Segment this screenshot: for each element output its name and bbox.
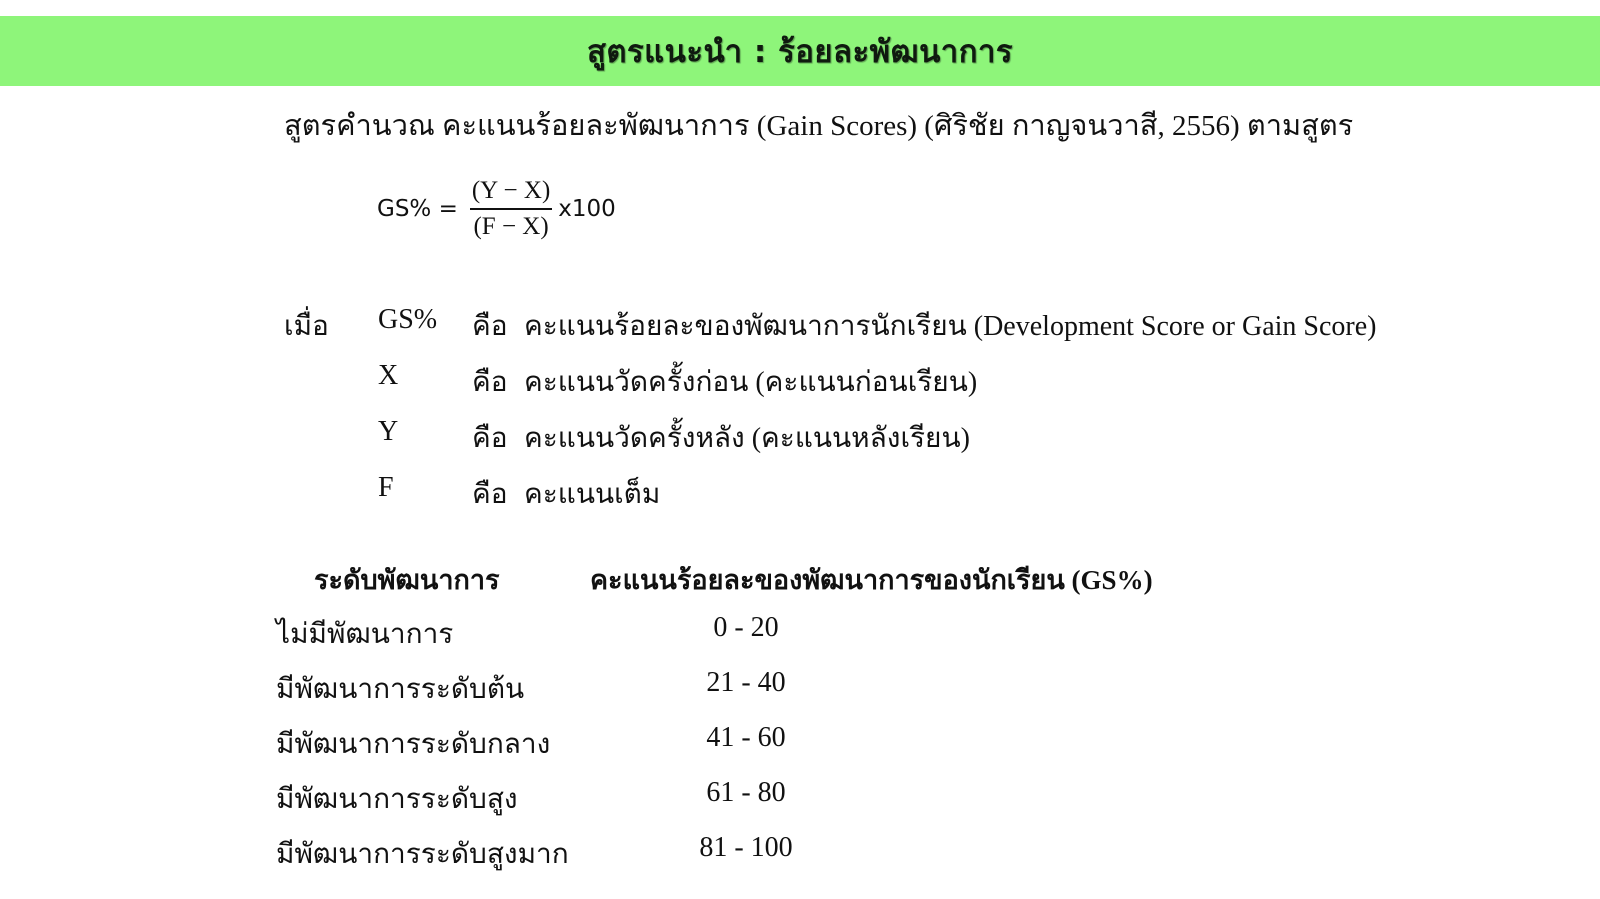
definition-symbol: F	[378, 472, 394, 503]
title-banner	[0, 16, 1600, 86]
intro-text: สูตรคำนวณ คะแนนร้อยละพัฒนาการ (Gain Scores) (ศิริชัย กาญจนวาสี, 2556) ตามสูตร	[284, 110, 1354, 142]
definition-is: คือ	[472, 311, 508, 342]
definition-symbol: X	[378, 360, 399, 391]
level-name: มีพัฒนาการระดับสูง	[276, 784, 518, 815]
definition-is: คือ	[472, 423, 508, 454]
formula-fraction	[470, 174, 552, 244]
level-name: มีพัฒนาการระดับสูงมาก	[276, 839, 569, 870]
definition-desc: คะแนนวัดครั้งหลัง (คะแนนหลังเรียน)	[524, 423, 970, 454]
definition-desc: คะแนนร้อยละของพัฒนาการนักเรียน (Development Score or Gain Score)	[524, 311, 1377, 342]
level-name: มีพัฒนาการระดับกลาง	[276, 729, 551, 760]
gain-score-formula	[377, 174, 616, 244]
level-range: 81 - 100	[699, 832, 793, 863]
definition-is: คือ	[472, 479, 508, 510]
page-title: สูตรแนะนำ : ร้อยละพัฒนาการ	[586, 34, 1014, 70]
level-range: 0 - 20	[713, 612, 779, 643]
formula-multiplier: x100	[558, 196, 616, 222]
level-range: 21 - 40	[706, 667, 786, 698]
header-level: ระดับพัฒนาการ	[314, 565, 500, 595]
definition-desc: คะแนนวัดครั้งก่อน (คะแนนก่อนเรียน)	[524, 367, 978, 398]
level-name: มีพัฒนาการระดับต้น	[276, 674, 525, 705]
formula-lhs: GS% =	[377, 196, 458, 222]
level-range: 61 - 80	[706, 777, 786, 808]
where-label: เมื่อ	[284, 311, 329, 342]
formula-denominator: (F − X)	[473, 213, 549, 240]
formula-numerator: (Y − X)	[471, 177, 551, 204]
definition-is: คือ	[472, 367, 508, 398]
level-name: ไม่มีพัฒนาการ	[276, 619, 454, 650]
definition-symbol: Y	[378, 416, 399, 447]
definition-symbol: GS%	[378, 304, 438, 335]
definition-desc: คะแนนเต็ม	[524, 479, 661, 510]
level-range: 41 - 60	[706, 722, 786, 753]
header-score: คะแนนร้อยละของพัฒนาการของนักเรียน (GS%)	[590, 565, 1153, 595]
